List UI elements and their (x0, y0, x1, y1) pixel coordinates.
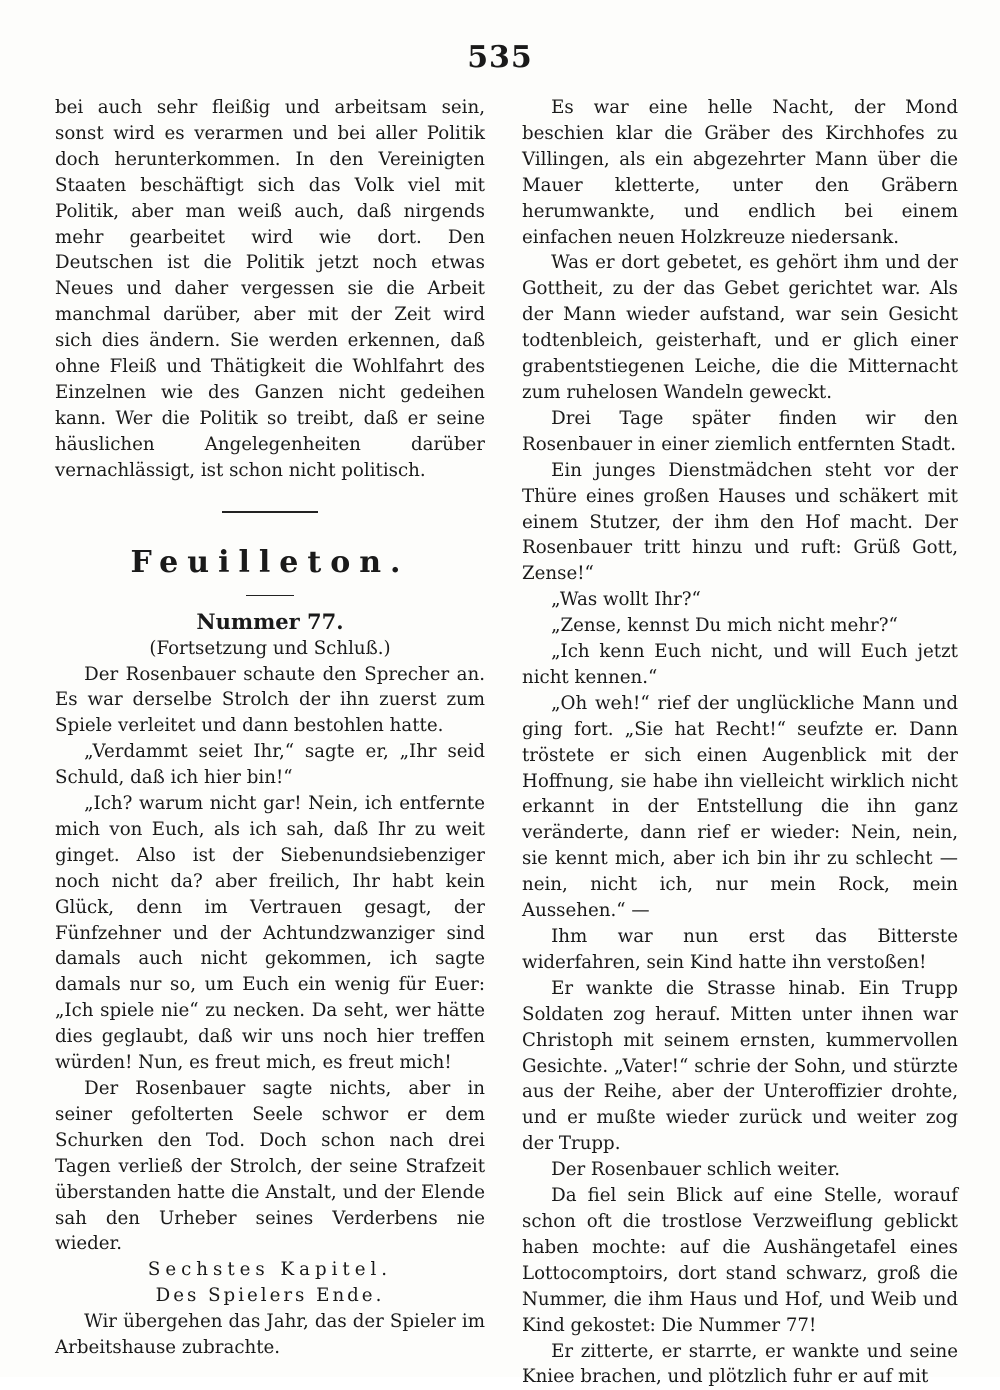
story-subtitle: (Fortsetzung und Schluß.) (55, 636, 485, 662)
paragraph: Drei Tage später finden wir den Rosenbauer in einer ziemlich entfernten Stadt. (522, 406, 958, 458)
paragraph: „Zense, kennst Du mich nicht mehr?“ (522, 613, 958, 639)
left-column (55, 95, 485, 1361)
paragraph: „Ich kenn Euch nicht, und will Euch jetzt nicht kennen.“ (522, 639, 958, 691)
paragraph: Er zitterte, er starrte, er wankte und seine Kniee brachen, und plötzlich fuhr er auf mit (522, 1339, 958, 1390)
title-divider (246, 595, 294, 596)
right-column (522, 95, 958, 1390)
paragraph: „Oh weh!“ rief der unglückliche Mann und ging fort. „Sie hat Recht!“ seufzte er. Dann tröstete er sich einen Augenblick mit der Hoffnung, sie habe ihn vielleicht wirklich nicht erkannt in der Entstellung die ihn ganz veränderte, dann rief er wieder: Nein, nein, sie kennt mich, aber ich bin ihr zu schlecht — nein, nicht ich, nur mein Rock, mein Aussehen.“ — (522, 691, 958, 924)
paragraph: Ihm war nun erst das Bitterste widerfahren, sein Kind hatte ihn verstoßen! (522, 924, 958, 976)
paragraph: „Verdammt seiet Ihr,“ sagte er, „Ihr seid Schuld, daß ich hier bin!“ (55, 739, 485, 791)
story-title: Nummer 77. (55, 608, 485, 636)
paragraph: „Was wollt Ihr?“ (522, 587, 958, 613)
section-divider (222, 511, 318, 513)
section-title-feuilleton: Feuilleton. (55, 543, 485, 583)
chapter-heading: Sechstes Kapitel. (55, 1257, 485, 1283)
paragraph: Er wankte die Strasse hinab. Ein Trupp Soldaten zog herauf. Mitten unter ihnen war Christoph mit seinem ernsten, kummervollen Gesichte. „Vater!“ schrie der Sohn, und stürzte aus der Reihe, aber der Unteroffizier drohte, und er mußte wieder zurück und weiter zog der Trupp. (522, 976, 958, 1157)
page-number: 535 (0, 40, 1000, 75)
paragraph: Der Rosenbauer schaute den Sprecher an. Es war derselbe Strolch der ihn zuerst zum Spiele verleitet und dann bestohlen hatte. (55, 662, 485, 740)
paragraph: Da fiel sein Blick auf eine Stelle, worauf schon oft die trostlose Verzweiflung geblickt haben mochte: auf die Aushängetafel eines Lottocomptoirs, dort stand schwarz, groß die Nummer, die ihm Haus und Hof, und Weib und Kind gekostet: Die Nummer 77! (522, 1183, 958, 1338)
chapter-subtitle: Des Spielers Ende. (55, 1283, 485, 1309)
paragraph: „Ich? warum nicht gar! Nein, ich entfernte mich von Euch, als ich sah, daß Ihr zu weit ginget. Also ist der Siebenundsiebenziger noch nicht da? aber freilich, Ihr habt kein Glück, denn im Vertrauen gesagt, der Fünfzehner und der Achtundzwanziger sind damals auch nicht gekommen, ich sagte damals nur so, um Euch ein wenig für Euer: „Ich spiele nie“ zu necken. Da seht, wer hätte dies geglaubt, daß wir uns noch hier treffen würden! Nun, es freut mich, es freut mich! (55, 791, 485, 1076)
paragraph: Wir übergehen das Jahr, das der Spieler im Arbeitshause zubrachte. (55, 1309, 485, 1361)
paragraph: Was er dort gebetet, es gehört ihm und der Gottheit, zu der das Gebet gerichtet war. Als der Mann wieder aufstand, war sein Gesicht todtenbleich, geisterhaft, und er glich einer grabentstiegenen Leiche, die die Mitternacht zum ruhelosen Wandeln geweckt. (522, 250, 958, 405)
paragraph: Der Rosenbauer schlich weiter. (522, 1157, 958, 1183)
paragraph: Ein junges Dienstmädchen steht vor der Thüre eines großen Hauses und schäkert mit einem Stutzer, der ihm den Hof macht. Der Rosenbauer tritt hinzu und ruft: Grüß Gott, Zense!“ (522, 458, 958, 588)
paragraph-continuation: bei auch sehr fleißig und arbeitsam sein, sonst wird es verarmen und bei aller Politik doch herunterkommen. In den Vereinigten Staaten beschäftigt sich das Volk viel mit Politik, aber man weiß auch, daß nirgends mehr gearbeitet wird wie dort. Den Deutschen ist die Politik jetzt noch etwas Neues und daher vergessen sie die Arbeit manchmal darüber, aber mit der Zeit wird sich dies ändern. Sie werden erkennen, daß ohne Fleiß und Thätigkeit die Wohlfahrt des Einzelnen wie des Ganzen nicht gedeihen kann. Wer die Politik so treibt, daß er seine häuslichen Angelegenheiten darüber vernachlässigt, ist schon nicht politisch. (55, 95, 485, 484)
paragraph: Der Rosenbauer sagte nichts, aber in seiner gefolterten Seele schwor er dem Schurken den Tod. Doch schon nach drei Tagen verließ der Strolch, der seine Strafzeit überstanden hatte die Anstalt, und der Elende sah den Urheber seines Verderbens nie wieder. (55, 1076, 485, 1257)
paragraph: Es war eine helle Nacht, der Mond beschien klar die Gräber des Kirchhofes zu Villingen, als ein abgezehrter Mann über die Mauer kletterte, unter den Gräbern herumwankte, und endlich bei einem einfachen neuen Holzkreuze niedersank. (522, 95, 958, 250)
